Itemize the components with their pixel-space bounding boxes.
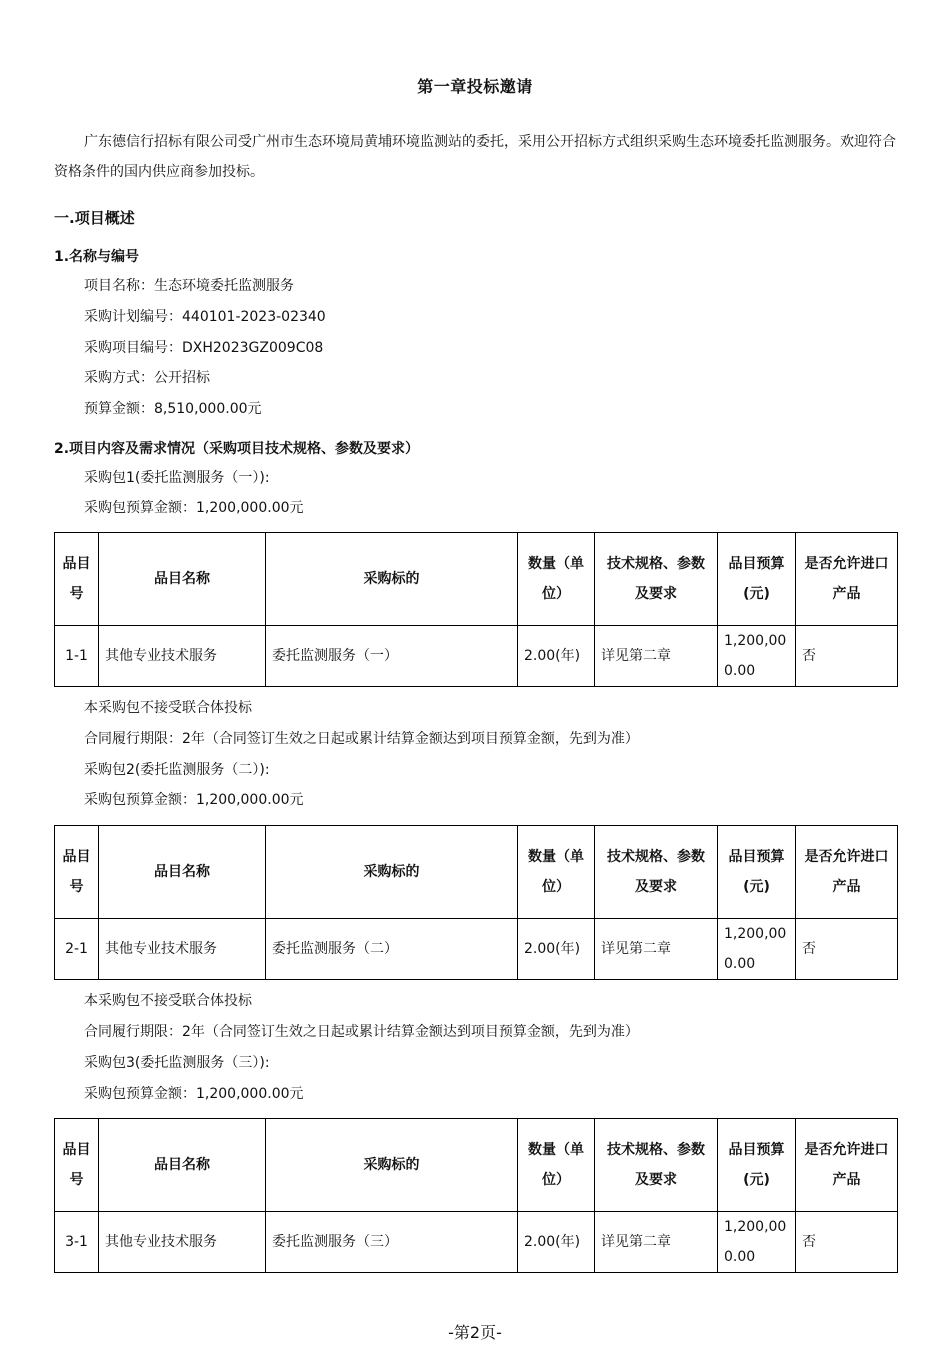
header-cell: 品目名称 [99,533,266,626]
header-cell: 采购标的 [266,1119,518,1212]
package-note: 本采购包不接受联合体投标 [84,700,252,716]
package-table [54,1118,898,1273]
table-cell: 委托监测服务（二） [266,919,518,980]
package-budget: 采购包预算金额：1,200,000.00元 [84,500,304,516]
header-cell: 技术规格、参数及要求 [595,1119,718,1212]
package-title: 采购包2(委托监测服务（二）): [84,762,270,778]
header-cell: 品目号 [55,1119,99,1212]
header-cell: 技术规格、参数及要求 [595,826,718,919]
table-cell: 详见第二章 [595,919,718,980]
package-title: 采购包3(委托监测服务（三）): [84,1055,270,1071]
table-cell: 其他专业技术服务 [99,919,266,980]
table-cell: 1,200,000.00 [718,919,796,980]
header-cell: 品目预算(元) [718,533,796,626]
header-cell: 技术规格、参数及要求 [595,533,718,626]
subsection-heading: 2.项目内容及需求情况（采购项目技术规格、参数及要求） [54,441,420,457]
table-cell: 委托监测服务（一） [266,626,518,687]
package-note: 本采购包不接受联合体投标 [84,993,252,1009]
procurement-method: 采购方式：公开招标 [84,370,210,386]
table-cell: 否 [796,626,898,687]
total-budget: 预算金额：8,510,000.00元 [84,401,262,417]
header-cell: 品目号 [55,826,99,919]
table-cell: 1,200,000.00 [718,1212,796,1273]
plan-number: 采购计划编号：440101-2023-02340 [84,309,326,325]
table-cell: 2-1 [55,919,99,980]
header-cell: 采购标的 [266,826,518,919]
table-cell: 2.00(年) [518,1212,595,1273]
package-budget: 采购包预算金额：1,200,000.00元 [84,1086,304,1102]
package-title: 采购包1(委托监测服务（一）): [84,470,270,486]
header-cell: 是否允许进口产品 [796,533,898,626]
header-cell: 数量（单位） [518,533,595,626]
subsection-heading: 1.名称与编号 [54,249,140,265]
project-name: 项目名称：生态环境委托监测服务 [84,278,294,294]
table-row [55,1212,898,1273]
table-cell: 2.00(年) [518,626,595,687]
table-cell: 2.00(年) [518,919,595,980]
header-cell: 数量（单位） [518,826,595,919]
header-cell: 是否允许进口产品 [796,1119,898,1212]
table-cell: 详见第二章 [595,1212,718,1273]
page-number: -第2页- [448,1323,502,1342]
header-cell: 品目预算(元) [718,826,796,919]
package-table [54,825,898,980]
table-header-row [55,1119,898,1212]
header-cell: 采购标的 [266,533,518,626]
header-cell: 数量（单位） [518,1119,595,1212]
header-cell: 是否允许进口产品 [796,826,898,919]
table-cell: 委托监测服务（三） [266,1212,518,1273]
page-title: 第一章投标邀请 [417,77,533,96]
table-cell: 详见第二章 [595,626,718,687]
package-term: 合同履行期限：2年（合同签订生效之日起或累计结算金额达到项目预算金额，先到为准） [84,1024,639,1040]
project-number: 采购项目编号：DXH2023GZ009C08 [84,340,324,356]
package-budget: 采购包预算金额：1,200,000.00元 [84,792,304,808]
package-table [54,532,898,687]
table-cell: 其他专业技术服务 [99,1212,266,1273]
table-row [55,626,898,687]
table-header-row [55,826,898,919]
table-cell: 3-1 [55,1212,99,1273]
table-cell: 1-1 [55,626,99,687]
table-header-row [55,533,898,626]
intro-paragraph: 广东德信行招标有限公司受广州市生态环境局黄埔环境监测站的委托，采用公开招标方式组织采购生态环境委托监测服务。欢迎符合资格条件的国内供应商参加投标。 [54,134,896,180]
table-cell: 其他专业技术服务 [99,626,266,687]
header-cell: 品目号 [55,533,99,626]
table-cell: 否 [796,919,898,980]
header-cell: 品目名称 [99,826,266,919]
table-row [55,919,898,980]
table-cell: 否 [796,1212,898,1273]
package-term: 合同履行期限：2年（合同签订生效之日起或累计结算金额达到项目预算金额，先到为准） [84,731,639,747]
table-cell: 1,200,000.00 [718,626,796,687]
header-cell: 品目名称 [99,1119,266,1212]
section-heading: 一.项目概述 [54,209,135,227]
header-cell: 品目预算(元) [718,1119,796,1212]
